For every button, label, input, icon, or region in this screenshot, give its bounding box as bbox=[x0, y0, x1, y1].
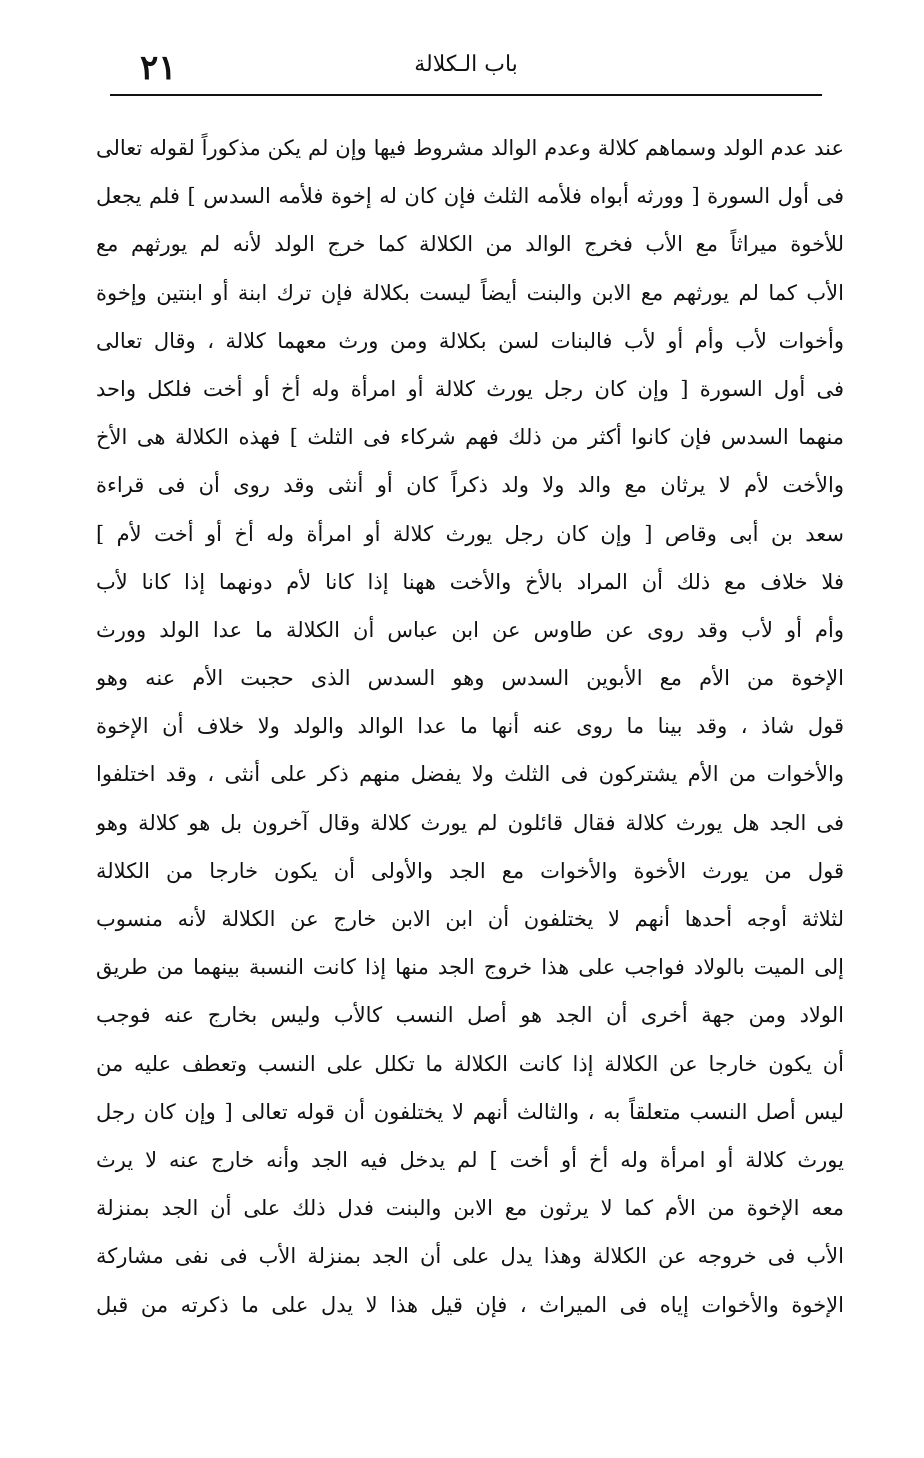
text-line: منهما السدس فإن كانوا أكثر من ذلك فهم شركاء فى الثلث ] فهذه الكلالة هى الأخ bbox=[96, 425, 844, 450]
text-line: معه الإخوة من الأم كما لا يرثون مع الابن والبنت فدل ذلك على أن الجد بمنزلة bbox=[96, 1196, 844, 1221]
text-line: عند عدم الولد وسماهم كلالة وعدم الوالد مشروط فيها وإن لم يكن مذكوراً لقوله تعالى bbox=[96, 136, 844, 160]
running-title: باب الـكلالة bbox=[414, 52, 518, 77]
text-line: الولاد ومن جهة أخرى أن الجد هو أصل النسب كالأب وليس بخارج عنه فوجب bbox=[96, 1003, 844, 1028]
text-line: فى أول السورة [ وورثه أبواه فلأمه الثلث فإن كان له إخوة فلأمه السدس ] فلم يجعل bbox=[96, 184, 844, 209]
text-line: الأب فى خروجه عن الكلالة وهذا يدل على أن الجد بمنزلة الأب فى نفى مشاركة bbox=[96, 1244, 844, 1269]
text-line: إلى الميت بالولاد فواجب على هذا خروج الجد منها إذا كانت النسبة بينهما من طريق bbox=[96, 955, 844, 980]
text-line: قول شاذ ، وقد بينا ما روى عنه أنها ما عدا الوالد والولد ولا خلاف أن الإخوة bbox=[96, 714, 844, 739]
text-line: فلا خلاف مع ذلك أن المراد بالأخ والأخت ههنا إذا كانا لأم دونهما إذا كانا لأب bbox=[96, 569, 844, 594]
page-header bbox=[110, 44, 822, 96]
text-line: أن يكون خارجا عن الكلالة إذا كانت الكلالة ما تكلل على النسب وتعطف عليه من bbox=[96, 1051, 844, 1076]
text-line: الأب كما لم يورثهم مع الابن والبنت أيضاً ليست بكلالة فإن ترك ابنة أو ابنتين وإخوة bbox=[96, 280, 844, 305]
text-line: الإخوة والأخوات إياه فى الميراث ، فإن قيل هذا لا يدل على ما ذكرته من قبل bbox=[96, 1292, 844, 1317]
text-line: للأخوة ميراثاً مع الأب فخرج الوالد من الكلالة كما خرج الولد لأنه لم يورثهم مع bbox=[96, 232, 844, 257]
text-line: سعد بن أبى وقاص [ وإن كان رجل يورث كلالة أو امرأة وله أخ أو أخت لأم ] bbox=[96, 521, 844, 546]
text-line: قول من يورث الأخوة والأخوات مع الجد والأولى أن يكون خارجا من الكلالة bbox=[96, 858, 844, 883]
text-line: لثلاثة أوجه أحدها أنهم لا يختلفون أن ابن الابن خارج عن الكلالة لأنه منسوب bbox=[96, 907, 844, 931]
text-line: وأم أو لأب وقد روى عن طاوس عن ابن عباس أن الكلالة ما عدا الولد وورث bbox=[96, 617, 844, 642]
body-text bbox=[96, 124, 844, 1329]
text-line: والأخوات من الأم يشتركون فى الثلث ولا يفضل منهم ذكر على أنثى ، وقد اختلفوا bbox=[96, 762, 844, 787]
text-line: فى أول السورة [ وإن كان رجل يورث كلالة أو امرأة وله أخ أو أخت فلكل واحد bbox=[96, 376, 844, 401]
text-line: يورث كلالة أو امرأة وله أخ أو أخت ] لم يدخل فيه الجد وأنه خارج عنه لا يرث bbox=[96, 1147, 844, 1172]
text-line: وأخوات لأب وأم أو لأب فالبنات لسن بكلالة ومن ورث معهما كلالة ، وقال تعالى bbox=[96, 328, 844, 353]
text-line: والأخت لأم لا يرثان مع والد ولا ولد ذكراً كان أو أنثى وقد روى أن فى قراءة bbox=[96, 473, 844, 498]
page-number: ٢١ bbox=[140, 48, 177, 88]
text-line: ليس أصل النسب متعلقاً به ، والثالث أنهم لا يختلفون أن قوله تعالى [ وإن كان رجل bbox=[96, 1099, 844, 1124]
text-line: الإخوة من الأم مع الأبوين السدس وهو السدس الذى حجبت الأم عنه وهو bbox=[96, 666, 844, 691]
header-rule bbox=[110, 94, 822, 96]
text-line: فى الجد هل يورث كلالة فقال قائلون لم يورث كلالة وقال آخرون بل هو كلالة وهو bbox=[96, 810, 844, 835]
